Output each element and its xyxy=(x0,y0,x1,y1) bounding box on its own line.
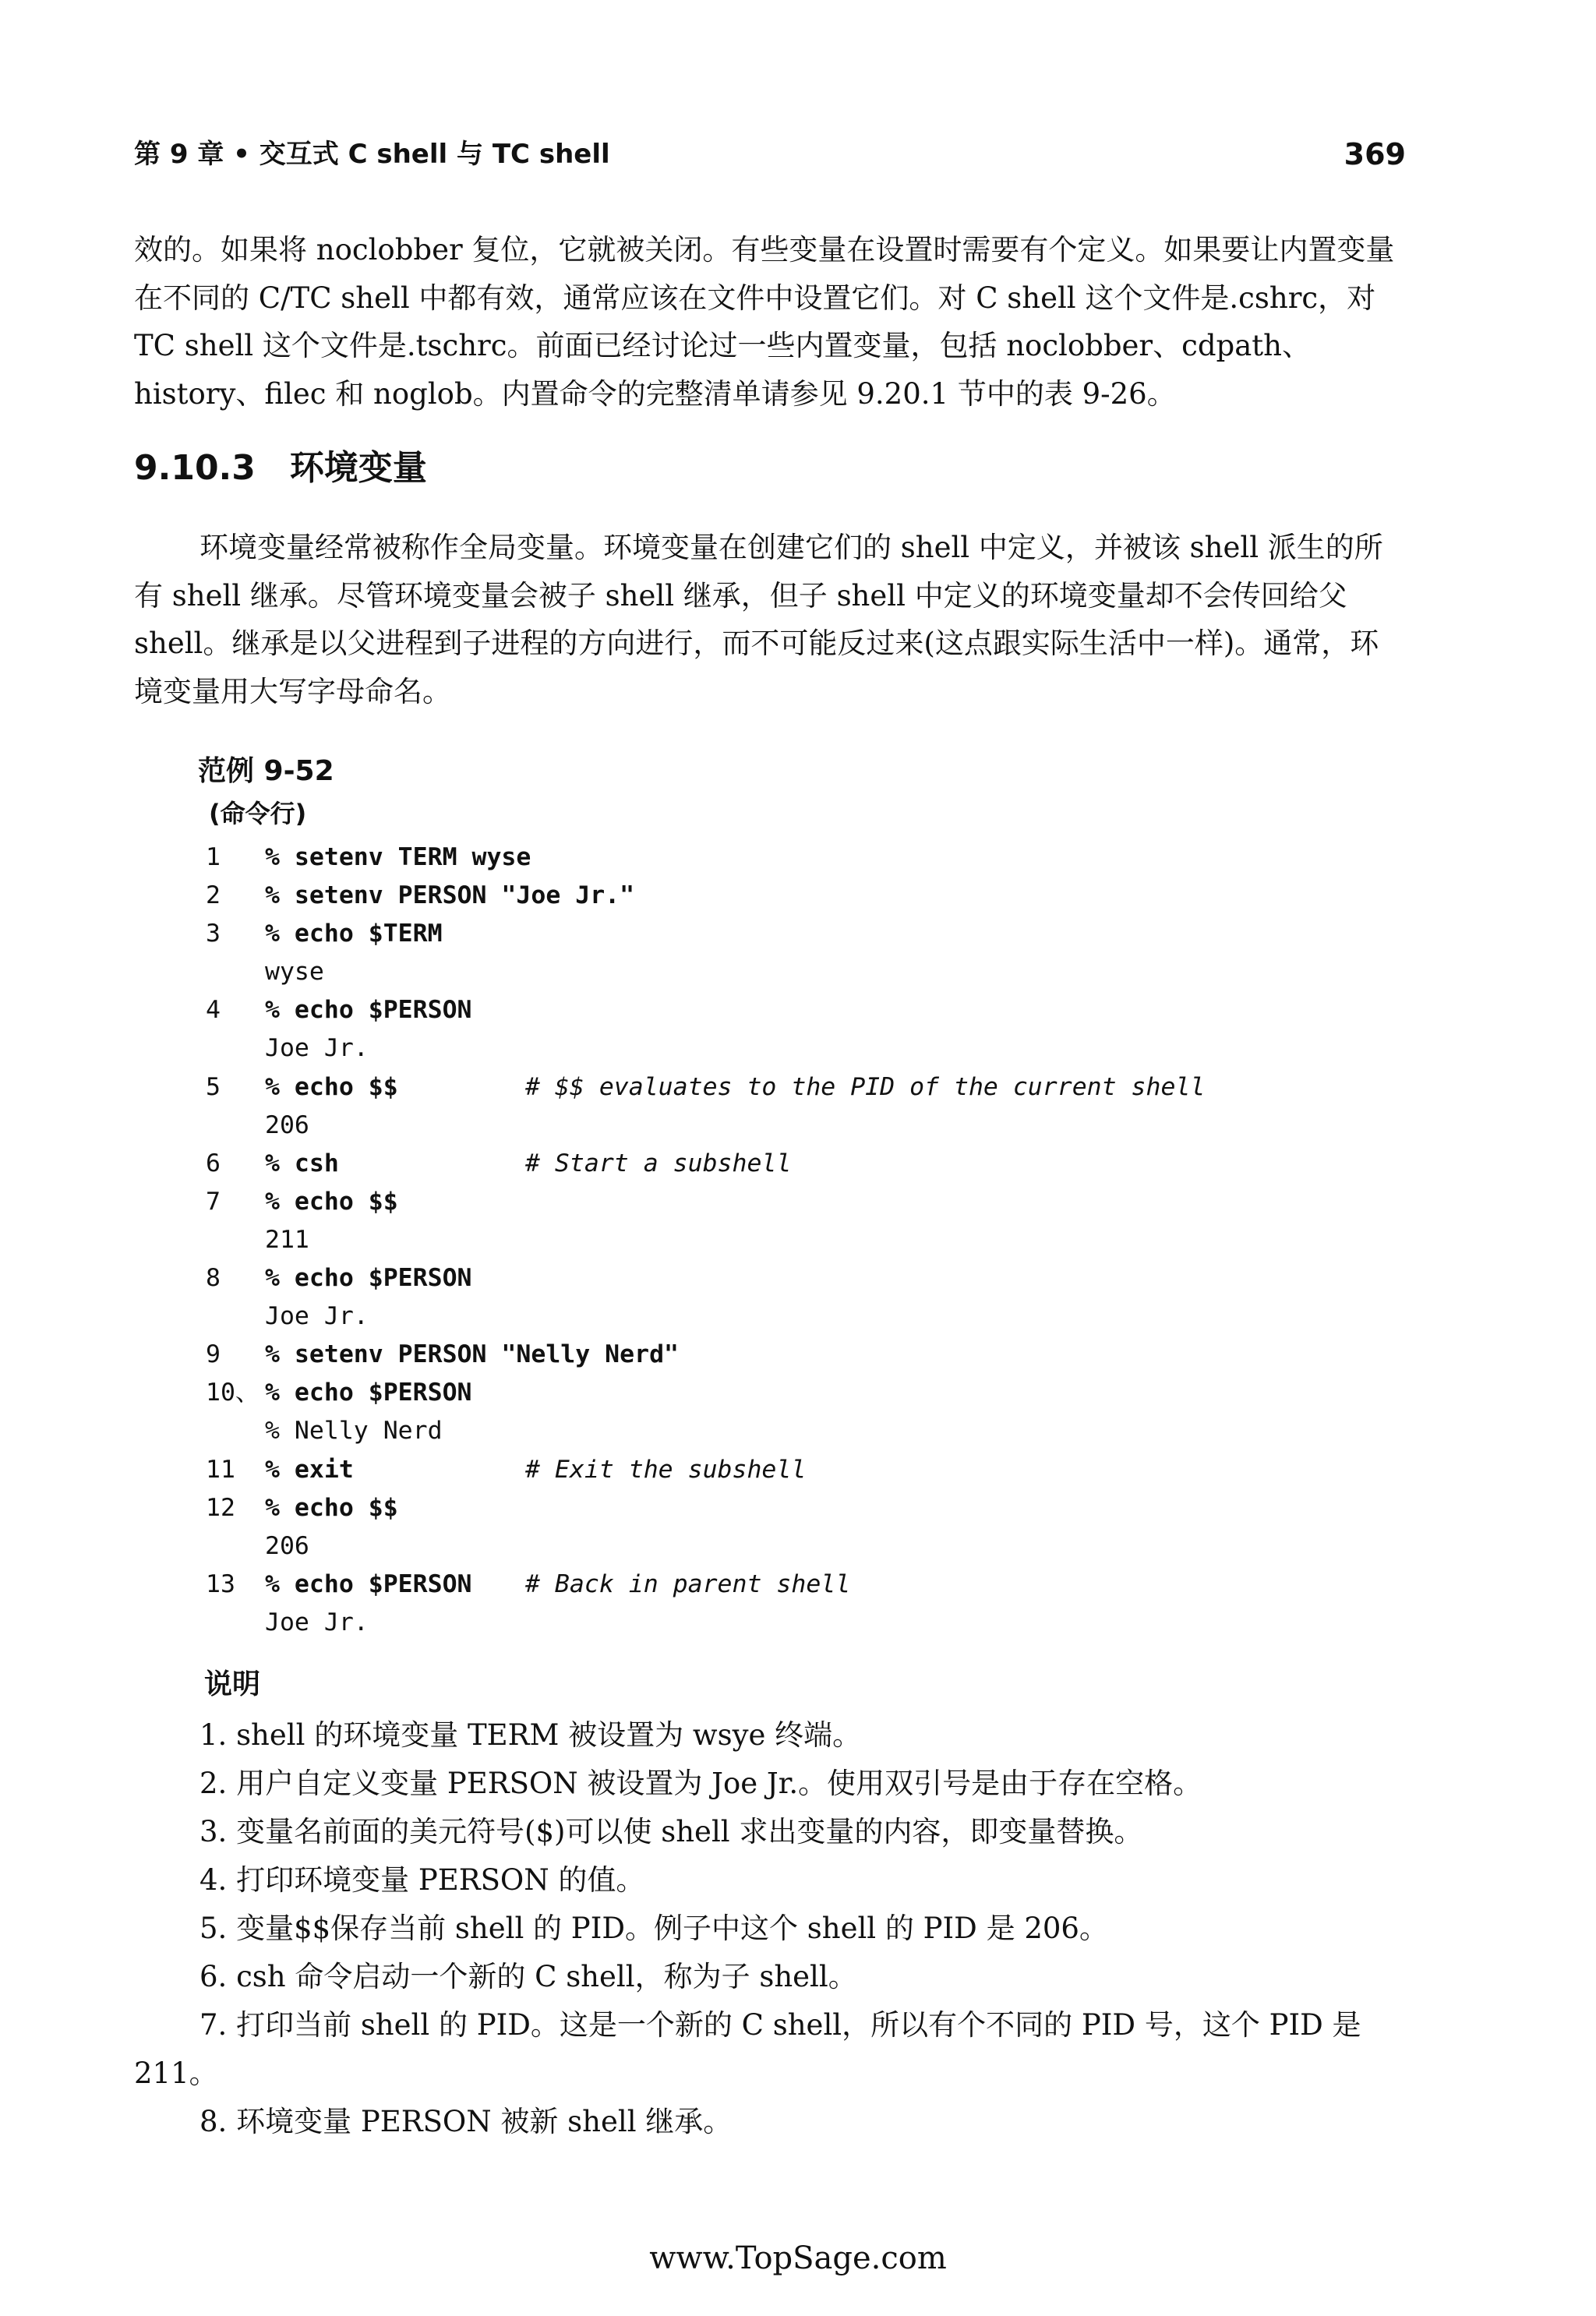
code-command: % echo $PERSON xyxy=(265,1379,472,1407)
footer-url: www.TopSage.com xyxy=(649,2240,947,2276)
code-line xyxy=(206,1183,1406,1221)
line-number: 9 xyxy=(206,1340,221,1369)
code-command: % echo $$ xyxy=(265,1493,398,1522)
code-output: % Nelly Nerd xyxy=(265,1417,443,1446)
code-line xyxy=(206,1029,1406,1068)
page-header xyxy=(134,136,1406,173)
code-output: Joe Jr. xyxy=(265,1608,369,1636)
code-line xyxy=(206,991,1406,1029)
code-line xyxy=(206,1336,1406,1374)
line-number: 11 xyxy=(206,1455,235,1484)
code-line xyxy=(206,915,1406,953)
notes-list xyxy=(134,1711,1406,2146)
note-item: 5. 变量$$保存当前 shell 的 PID。例子中这个 shell 的 PID 是 206。 xyxy=(200,1912,1108,1945)
note-item: 4. 打印环境变量 PERSON 的值。 xyxy=(200,1863,645,1897)
code-line xyxy=(206,1527,1406,1566)
line-number: 7 xyxy=(206,1187,221,1216)
note-item: 8. 环境变量 PERSON 被新 shell 继承。 xyxy=(200,2105,733,2138)
code-command: % echo $$ xyxy=(265,1072,398,1101)
code-output: Joe Jr. xyxy=(265,1034,369,1063)
code-output: Joe Jr. xyxy=(265,1302,369,1331)
code-line xyxy=(206,1297,1406,1336)
code-line xyxy=(206,1068,1406,1107)
code-command: % echo $TERM xyxy=(265,920,443,948)
page-number: 369 xyxy=(1344,137,1406,171)
code-command: % setenv PERSON "Joe Jr." xyxy=(265,881,635,910)
running-head: 第 9 章 • 交互式 C shell 与 TC shell xyxy=(134,139,610,170)
code-line xyxy=(206,1412,1406,1450)
code-listing xyxy=(206,838,1406,1642)
code-line xyxy=(206,877,1406,915)
notes-title: 说明 xyxy=(204,1668,261,1700)
code-line xyxy=(206,838,1406,877)
code-command: % csh xyxy=(265,1149,339,1177)
code-command: % setenv TERM wyse xyxy=(265,843,531,871)
intro-paragraph: 效的。如果将 noclobber 复位，它就被关闭。有些变量在设置时需要有个定义。如果要让内置变量在不同的 C/TC shell 中都有效，通常应该在文件中设置它们。对 C shell 这个文件是.cshrc，对 TC shell 这个文件是.tschrc。前面已经讨论过一些内置变量，包括 noclobber、cdpath、history、filec 和 noglob。内置命令的完整清单请参见 9.20.1 节中的表 9-26。 xyxy=(134,233,1395,411)
code-line xyxy=(206,1145,1406,1183)
line-number: 6 xyxy=(206,1149,221,1177)
section-title: 环境变量 xyxy=(289,448,427,488)
code-line xyxy=(206,1374,1406,1412)
code-command: % exit xyxy=(265,1455,354,1484)
line-number: 4 xyxy=(206,996,221,1025)
code-line xyxy=(206,1107,1406,1145)
code-command: % echo $$ xyxy=(265,1187,398,1216)
code-output: 206 xyxy=(265,1531,309,1560)
section-paragraph: 环境变量经常被称作全局变量。环境变量在创建它们的 shell 中定义，并被该 shell 派生的所有 shell 继承。尽管环境变量会被子 shell 继承，但子 shell 中定义的环境变量却不会传回给父 shell。继承是以父进程到子进程的方向进行，而不可能反过来(这点跟实际生活中一样)。通常，环境变量用大写字母命名。 xyxy=(134,531,1383,708)
line-number: 12 xyxy=(206,1493,235,1522)
code-comment: # $$ evaluates to the PID of the current shell xyxy=(525,1072,1206,1101)
line-number: 1 xyxy=(206,843,221,871)
note-item: 7. 打印当前 shell 的 PID。这是一个新的 C shell，所以有个不同的 PID 号，这个 PID 是 211。 xyxy=(134,2008,1361,2090)
code-command: % echo $PERSON xyxy=(265,996,472,1025)
line-number: 8 xyxy=(206,1264,221,1293)
note-item: 2. 用户自定义变量 PERSON 被设置为 Joe Jr.。使用双引号是由于存在空格。 xyxy=(200,1767,1202,1800)
code-comment: # Exit the subshell xyxy=(525,1455,807,1484)
code-line xyxy=(206,1604,1406,1642)
code-output: 211 xyxy=(265,1225,309,1254)
code-line xyxy=(206,1259,1406,1297)
note-item: 6. csh 命令启动一个新的 C shell，称为子 shell。 xyxy=(200,1960,857,1993)
line-number: 5 xyxy=(206,1072,221,1101)
line-number: 2 xyxy=(206,881,221,910)
code-command: % echo $PERSON xyxy=(265,1264,472,1293)
code-line xyxy=(206,1451,1406,1489)
code-line xyxy=(206,1489,1406,1527)
note-item: 3. 变量名前面的美元符号($)可以使 shell 求出变量的内容，即变量替换。 xyxy=(200,1815,1143,1848)
code-line xyxy=(206,953,1406,991)
example-title: 范例 9-52 xyxy=(198,755,334,787)
code-comment: # Start a subshell xyxy=(525,1149,792,1177)
example-subtitle: (命令行) xyxy=(209,799,307,828)
code-line xyxy=(206,1566,1406,1604)
code-output: 206 xyxy=(265,1110,309,1139)
line-number: 10、 xyxy=(206,1379,260,1407)
code-comment: # Back in parent shell xyxy=(525,1569,851,1598)
note-item: 1. shell 的环境变量 TERM 被设置为 wsye 终端。 xyxy=(200,1718,862,1752)
code-command: % setenv PERSON "Nelly Nerd" xyxy=(265,1340,680,1369)
line-number: 13 xyxy=(206,1569,235,1598)
code-command: % echo $PERSON xyxy=(265,1569,472,1598)
section-heading xyxy=(134,445,427,492)
code-output: wyse xyxy=(265,958,324,987)
line-number: 3 xyxy=(206,920,221,948)
section-number: 9.10.3 xyxy=(134,448,256,488)
code-line xyxy=(206,1221,1406,1259)
